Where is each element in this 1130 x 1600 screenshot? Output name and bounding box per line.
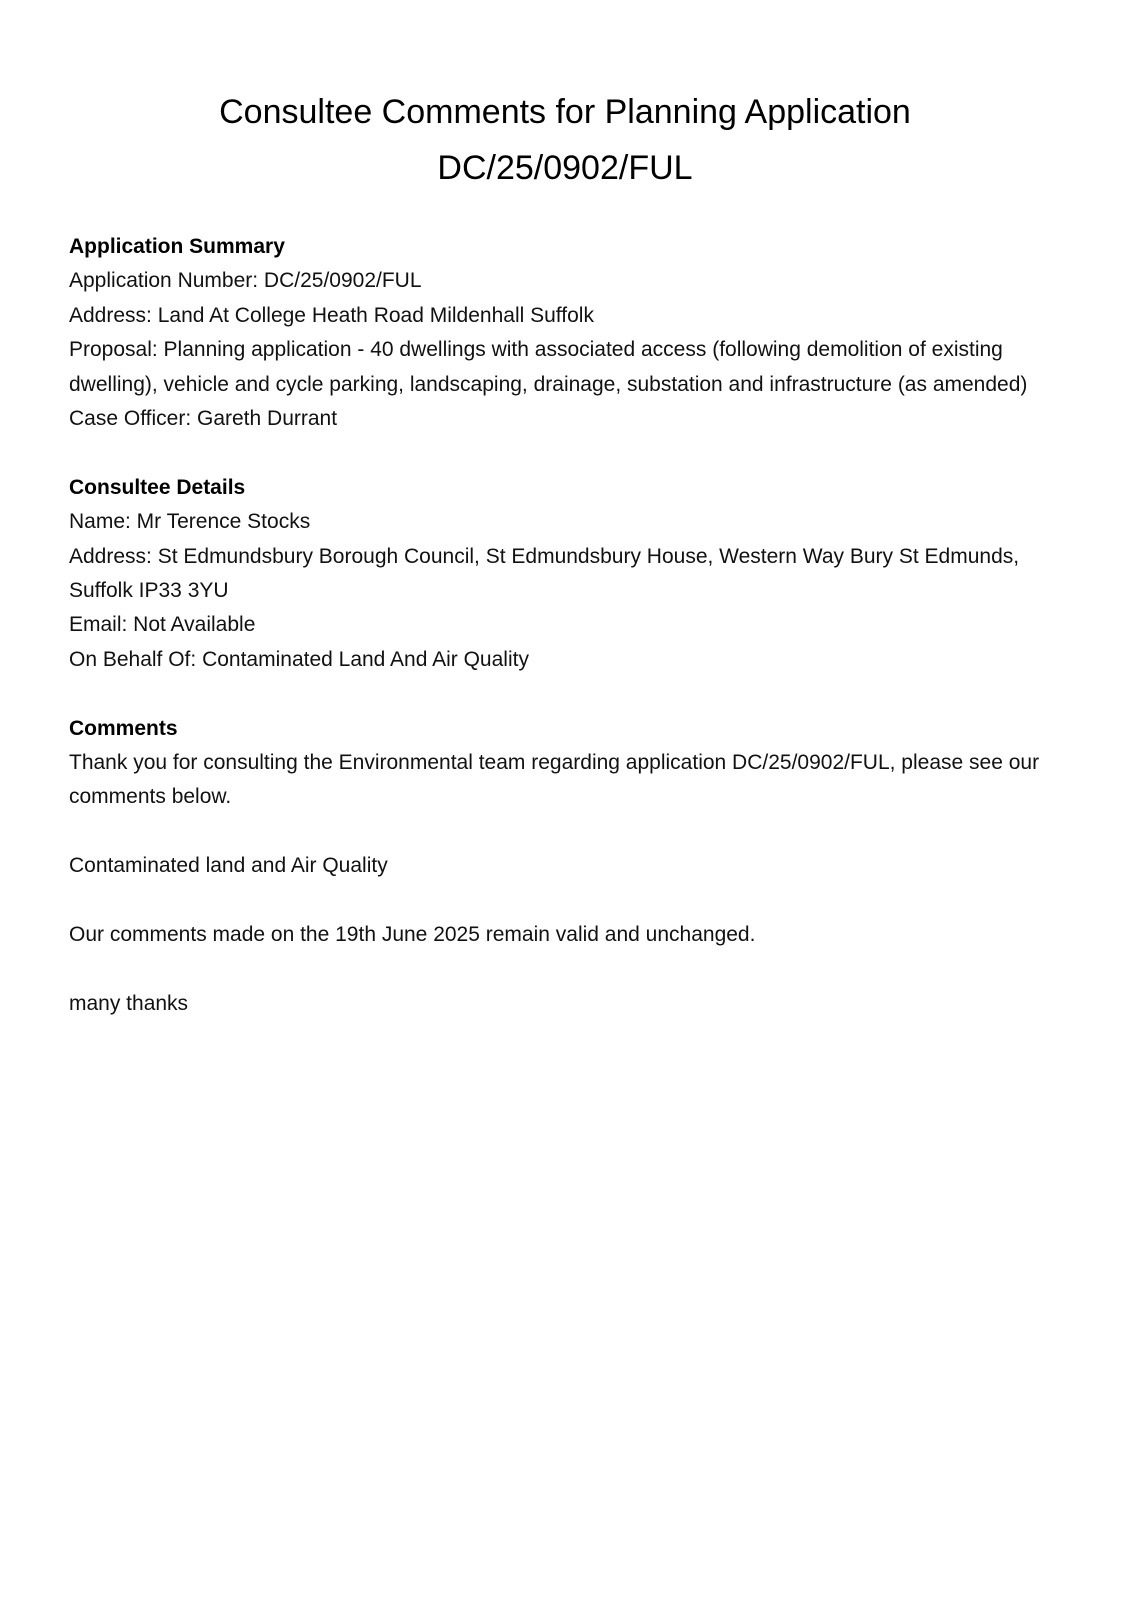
- application-summary-section: [69, 230, 1069, 436]
- comments-section: [69, 712, 1069, 1022]
- consultee-email: Email: Not Available: [69, 613, 256, 637]
- consultee-address: Address: St Edmundsbury Borough Council, St Edmundsbury House, Western Way Bury St Edmunds, Suffolk IP33 3YU: [69, 544, 1020, 603]
- comment-paragraph: Thank you for consulting the Environmental team regarding application DC/25/0902/FUL, please see our comments below.: [69, 751, 1040, 809]
- application-number: Application Number: DC/25/0902/FUL: [69, 269, 422, 293]
- application-proposal: Proposal: Planning application - 40 dwellings with associated access (following demolition of existing dwelling), vehicle and cycle parking, landscaping, drainage, substation and infrastructure (as amended): [69, 338, 1028, 396]
- page-title-line-2: DC/25/0902/FUL: [437, 149, 693, 187]
- consultee-details-heading: Consultee Details: [69, 475, 246, 499]
- comment-paragraph: Our comments made on the 19th June 2025 remain valid and unchanged.: [69, 923, 756, 947]
- comments-heading: Comments: [69, 716, 178, 740]
- case-officer: Case Officer: Gareth Durrant: [69, 407, 338, 431]
- page-title: [0, 84, 1130, 196]
- application-address: Address: Land At College Heath Road Mildenhall Suffolk: [69, 303, 594, 327]
- page-title-line-1: Consultee Comments for Planning Application: [219, 93, 911, 131]
- consultee-name: Name: Mr Terence Stocks: [69, 510, 311, 534]
- consultee-details-section: [69, 471, 1069, 677]
- document-body: [69, 230, 1069, 1056]
- consultee-on-behalf-of: On Behalf Of: Contaminated Land And Air Quality: [69, 647, 529, 671]
- comment-paragraph: many thanks: [69, 991, 189, 1015]
- application-summary-heading: Application Summary: [69, 235, 285, 258]
- comment-paragraph: Contaminated land and Air Quality: [69, 854, 388, 878]
